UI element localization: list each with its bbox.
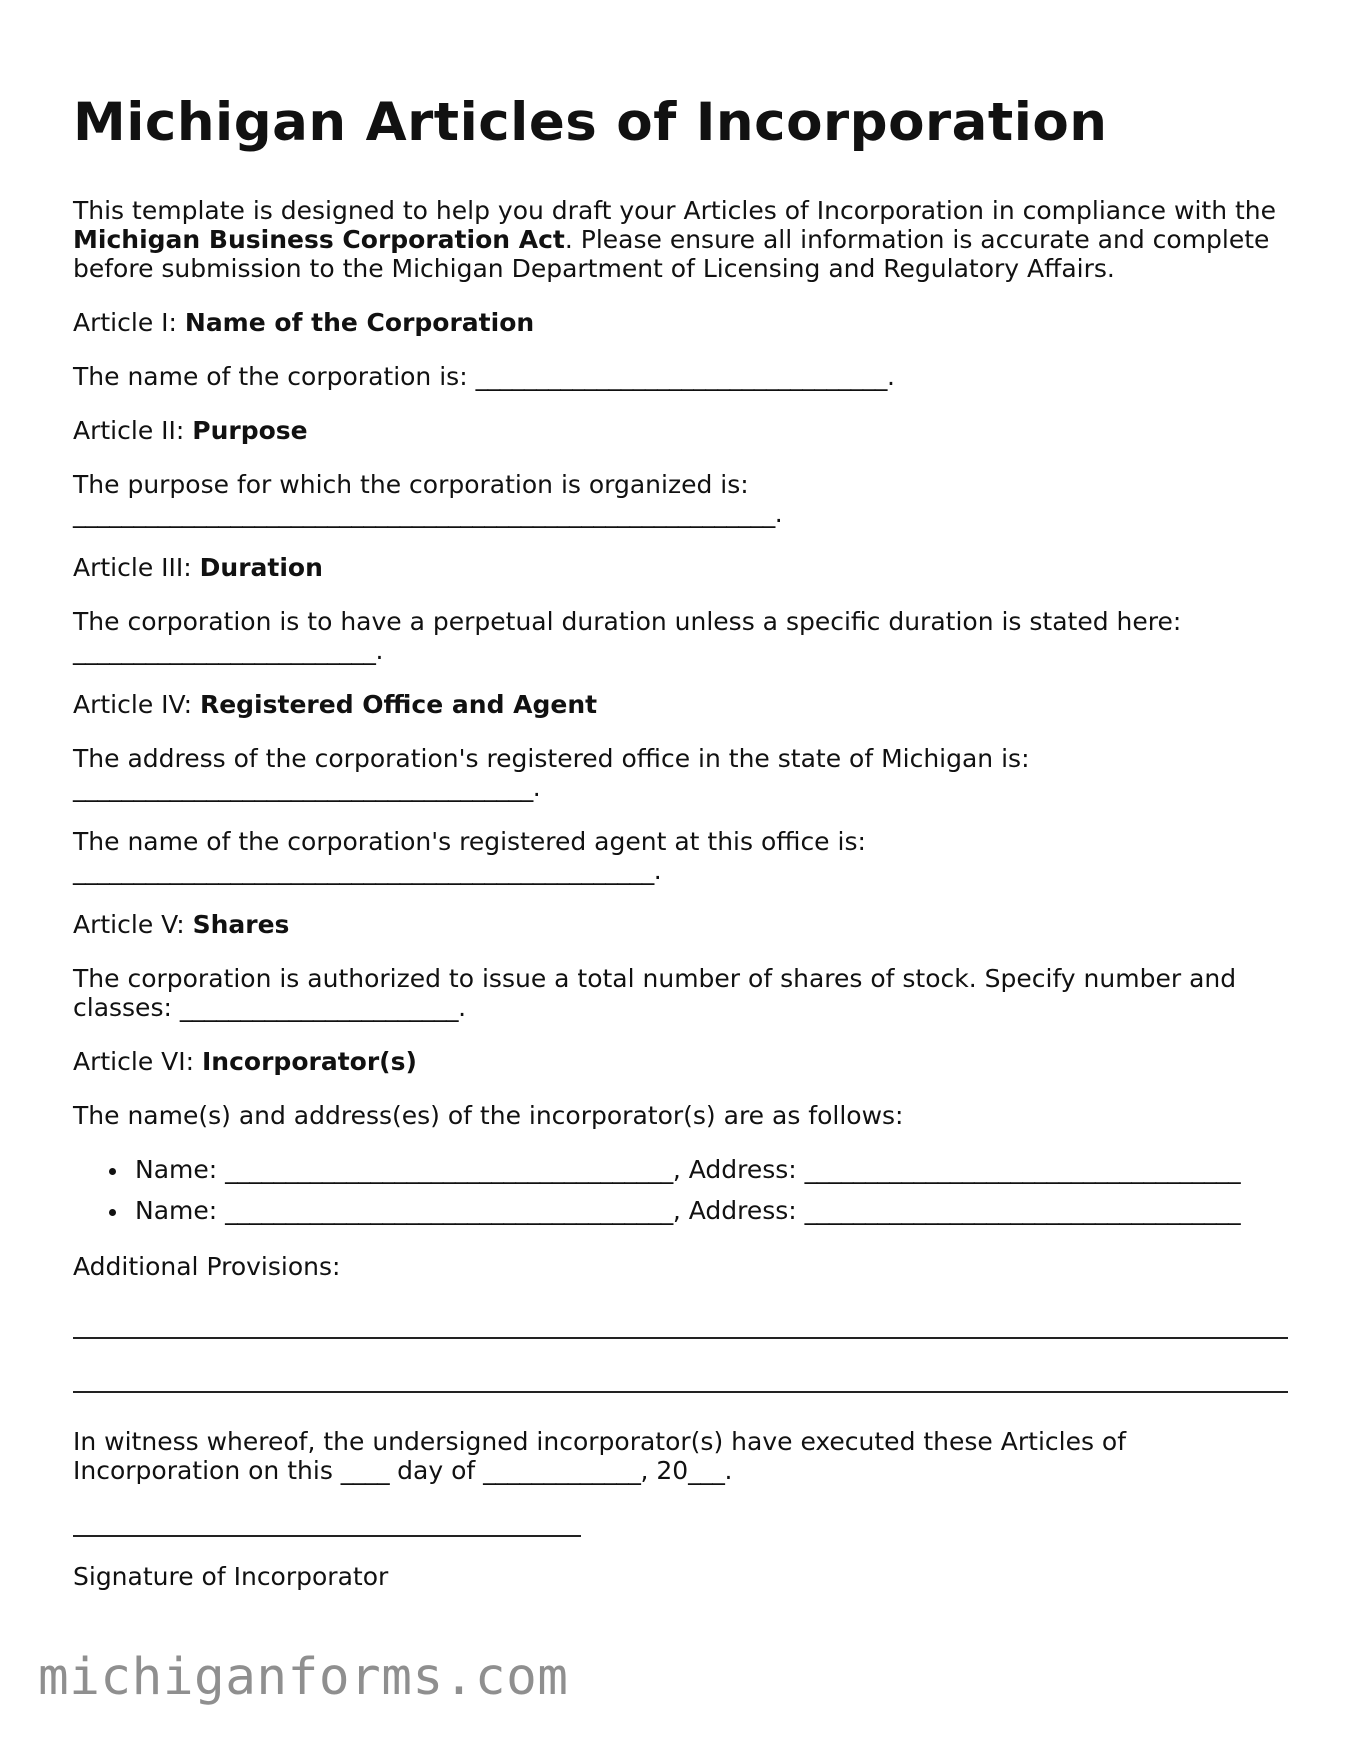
article-5-body [73, 964, 1293, 1022]
article-3-heading [73, 553, 1293, 582]
article-3-text: The corporation is to have a perpetual duration unless a specific duration is stated here: [73, 607, 1182, 636]
article-2-heading [73, 416, 1293, 445]
incorporator-name-label: Name: [135, 1155, 226, 1184]
article-5-prefix: Article V: [73, 910, 193, 939]
witness-statement [73, 1427, 1293, 1485]
incorporator-1-address-field[interactable]: ____________________________________ [804, 1155, 1241, 1184]
signature-line[interactable] [73, 1535, 581, 1537]
article-3-title: Duration [199, 553, 323, 582]
intro-text-after: . Please ensure all information is accurate and complete before submission to the Michigan Department of Licensing and Regulatory Affairs. [73, 225, 1270, 283]
incorporator-list-item [135, 1155, 1293, 1184]
article-6-body: The name(s) and address(es) of the incorporator(s) are as follows: [73, 1101, 904, 1130]
shares-field[interactable]: _______________________. [179, 993, 466, 1022]
article-1-title: Name of the Corporation [184, 308, 535, 337]
watermark-text: michiganforms.com [38, 1648, 569, 1707]
document-page [73, 88, 1293, 1591]
article-4-agent-body [73, 827, 1293, 885]
article-1-prefix: Article I: [73, 308, 185, 337]
additional-provisions-label: Additional Provisions: [73, 1252, 341, 1281]
witness-text-4: . [724, 1456, 733, 1485]
article-4-agent-text: The name of the corporation's registered agent at this office is: [73, 827, 866, 856]
article-4-prefix: Article IV: [73, 690, 200, 719]
article-2-prefix: Article II: [73, 416, 193, 445]
intro-paragraph [73, 196, 1293, 283]
witness-text-1: In witness whereof, the undersigned incorporator(s) have executed these Articles of Incorporation on this [73, 1427, 1127, 1485]
article-1-body [73, 362, 1293, 391]
article-6-title: Incorporator(s) [202, 1047, 417, 1076]
article-3-prefix: Article III: [73, 553, 200, 582]
article-4-office-body [73, 744, 1293, 802]
incorporator-2-name-field[interactable]: _____________________________________ [225, 1196, 673, 1225]
article-1-text: The name of the corporation is: [73, 362, 476, 391]
additional-provisions-line-2[interactable] [73, 1391, 1288, 1393]
duration-field[interactable]: _________________________. [73, 636, 384, 665]
purpose-field[interactable]: __________________________________________________________. [73, 499, 783, 528]
article-4-office-text: The address of the corporation's registered office in the state of Michigan is: [73, 744, 1030, 773]
article-3-body [73, 607, 1293, 665]
intro-text-before: This template is designed to help you draft your Articles of Incorporation in compliance with the [73, 196, 1277, 225]
article-4-title: Registered Office and Agent [199, 690, 598, 719]
article-5-heading [73, 910, 1293, 939]
incorporator-address-label: , Address: [672, 1196, 805, 1225]
article-6-heading [73, 1047, 1293, 1076]
incorporator-address-label: , Address: [672, 1155, 805, 1184]
article-2-title: Purpose [192, 416, 308, 445]
corporation-name-field[interactable]: __________________________________. [475, 362, 895, 391]
witness-month-field[interactable]: _____________ [483, 1456, 641, 1485]
article-2-text: The purpose for which the corporation is organized is: [73, 470, 749, 499]
article-5-text: The corporation is authorized to issue a total number of shares of stock. Specify number and classes: [73, 964, 1237, 1022]
incorporator-list-item [135, 1196, 1293, 1225]
registered-office-field[interactable]: ______________________________________. [73, 773, 541, 802]
article-5-title: Shares [192, 910, 290, 939]
intro-act-name: Michigan Business Corporation Act [73, 225, 565, 254]
additional-provisions-line-1[interactable] [73, 1337, 1288, 1339]
article-1-heading [73, 308, 1293, 337]
article-4-heading [73, 690, 1293, 719]
witness-year-field[interactable]: ___ [688, 1456, 725, 1485]
incorporator-1-name-field[interactable]: _____________________________________ [225, 1155, 673, 1184]
witness-text-3: , 20 [640, 1456, 689, 1485]
document-title: Michigan Articles of Incorporation [73, 92, 1108, 153]
incorporator-name-label: Name: [135, 1196, 226, 1225]
registered-agent-field[interactable]: ________________________________________________. [73, 856, 662, 885]
article-6-prefix: Article VI: [73, 1047, 202, 1076]
incorporator-list [73, 1155, 1293, 1225]
signature-label: Signature of Incorporator [73, 1562, 389, 1591]
article-2-body [73, 470, 1293, 528]
witness-text-2: day of [389, 1456, 484, 1485]
witness-day-field[interactable]: ____ [340, 1456, 390, 1485]
incorporator-2-address-field[interactable]: ____________________________________ [804, 1196, 1241, 1225]
